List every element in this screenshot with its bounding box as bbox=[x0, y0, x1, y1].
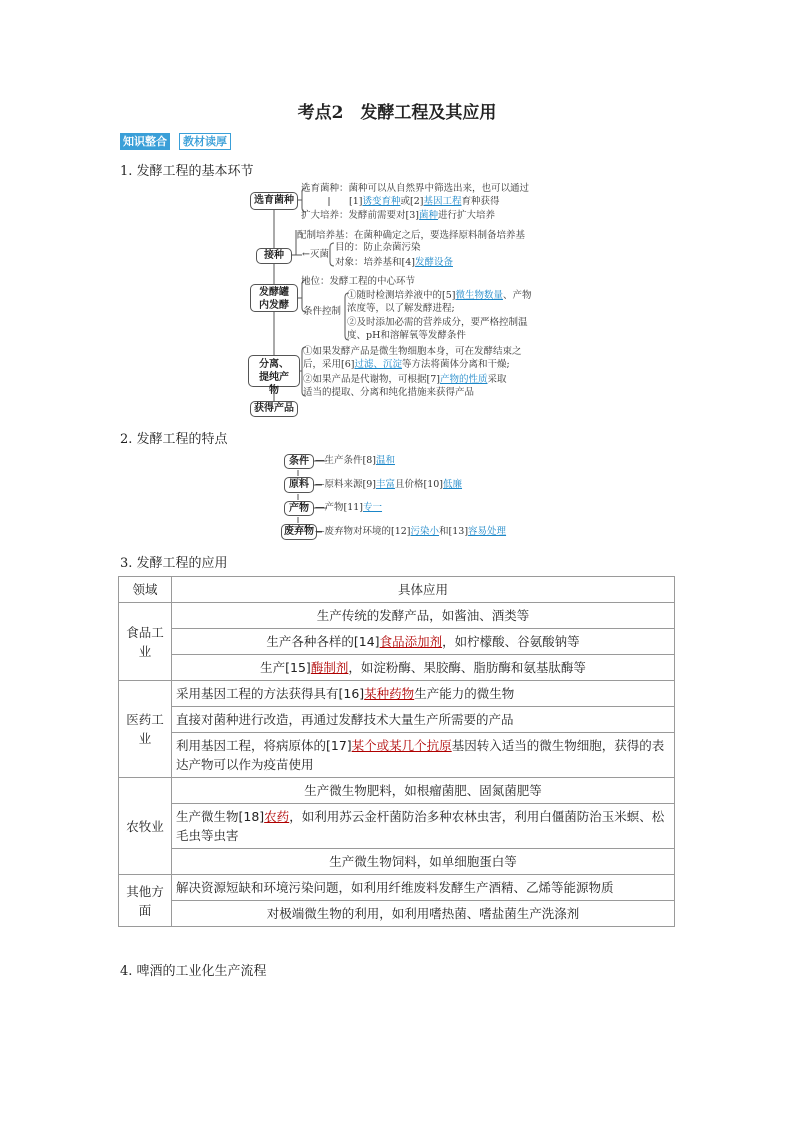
box-product-2: 产物 bbox=[284, 501, 314, 516]
answer-1: 诱变育种 bbox=[362, 196, 401, 207]
answer-14: 食品添加剂 bbox=[379, 634, 443, 649]
table-row bbox=[119, 733, 675, 778]
answer-17: 某个或某几个抗原 bbox=[351, 738, 452, 753]
answer-9: 丰富 bbox=[375, 479, 395, 490]
table-row bbox=[119, 875, 675, 901]
fermentation-line-1: 地位：发酵工程的中心环节 bbox=[301, 276, 416, 287]
fermentation-control: 条件控制 bbox=[303, 306, 342, 317]
medicine-row-3: 利用基因工程，将病原体的[17]某个或某几个抗原基因转入适当的微生物细胞，获得的表达产物可以作为疫苗使用 bbox=[172, 733, 675, 778]
answer-3: 菌种 bbox=[418, 210, 438, 221]
field-food: 食品工业 bbox=[119, 603, 172, 681]
agri-row-2: 生产微生物[18]农药，如利用苏云金杆菌防治多种农林虫害，利用白僵菌防治玉米螟、松毛虫等虫害 bbox=[172, 804, 675, 849]
header-field: 领域 bbox=[119, 577, 172, 603]
applications-table bbox=[118, 576, 675, 927]
answer-5: 微生物数量 bbox=[455, 290, 503, 301]
feature-material: —原料来源[9]丰富且价格[10]低廉 bbox=[315, 479, 463, 490]
table-row bbox=[119, 849, 675, 875]
table-row bbox=[119, 901, 675, 927]
answer-4: 发酵设备 bbox=[414, 257, 453, 268]
selection-line-2: [1]诱变育种或[2]基因工程育种获得 bbox=[349, 196, 500, 207]
box-separation: 分离、提纯产物 bbox=[248, 355, 300, 387]
answer-8: 温和 bbox=[375, 455, 395, 466]
inoculation-line-1: 配制培养基：在菌种确定之后，要选择原料制备培养基 bbox=[297, 230, 526, 241]
food-row-1: 生产传统的发酵产品，如酱油、酒类等 bbox=[172, 603, 675, 629]
box-fermentation: 发酵罐内发酵 bbox=[250, 284, 298, 312]
selection-line-3: 扩大培养：发酵前需要对[3]菌种进行扩大培养 bbox=[301, 210, 495, 221]
answer-11: 专一 bbox=[363, 502, 383, 513]
food-row-3: 生产[15]酶制剂，如淀粉酶、果胶酶、脂肪酶和氨基肽酶等 bbox=[172, 655, 675, 681]
fermentation-line-3: 浓度等，以了解发酵进程; bbox=[347, 303, 455, 314]
inoculation-sterilize: ←灭菌 bbox=[302, 249, 329, 260]
table-row bbox=[119, 778, 675, 804]
box-inoculation: 接种 bbox=[256, 248, 292, 264]
food-row-2: 生产各种各样的[14]食品添加剂，如柠檬酸、谷氨酸钠等 bbox=[172, 629, 675, 655]
separation-line-1: ①如果发酵产品是微生物细胞本身，可在发酵结束之 bbox=[303, 346, 522, 357]
selection-line-1: 选育菌种：菌种可以从自然界中筛选出来，也可以通过 bbox=[301, 183, 530, 194]
table-row bbox=[119, 707, 675, 733]
fermentation-line-5: 度、pH和溶解氧等发酵条件 bbox=[347, 330, 466, 341]
inoculation-line-3: 对象：培养基和[4]发酵设备 bbox=[335, 257, 453, 268]
other-row-2: 对极端微生物的利用，如利用嗜热菌、嗜盐菌生产洗涤剂 bbox=[172, 901, 675, 927]
answer-10: 低廉 bbox=[443, 479, 463, 490]
answer-15: 酶制剂 bbox=[310, 660, 349, 675]
table-row bbox=[119, 655, 675, 681]
feature-product: —产物[11]专一 bbox=[315, 502, 383, 513]
section-heading-1: 1. 发酵工程的基本环节 bbox=[120, 164, 254, 179]
section-heading-2: 2. 发酵工程的特点 bbox=[120, 432, 228, 447]
table-row bbox=[119, 603, 675, 629]
agri-row-3: 生产微生物饲料，如单细胞蛋白等 bbox=[172, 849, 675, 875]
table-row bbox=[119, 681, 675, 707]
answer-12: 污染小 bbox=[410, 526, 440, 537]
separation-line-2: 后，采用[6]过滤、沉淀等方法将菌体分离和干燥; bbox=[303, 359, 510, 370]
answer-6: 过滤、沉淀 bbox=[354, 359, 402, 370]
header-application: 具体应用 bbox=[172, 577, 675, 603]
medicine-row-2: 直接对菌种进行改造，再通过发酵技术大量生产所需要的产品 bbox=[172, 707, 675, 733]
tag-knowledge: 知识整合 bbox=[120, 133, 170, 150]
box-waste: 废弃物 bbox=[281, 524, 317, 540]
page-title: 考点2 发酵工程及其应用 bbox=[297, 103, 497, 123]
field-agriculture: 农牧业 bbox=[119, 778, 172, 875]
inoculation-line-2: 目的：防止杂菌污染 bbox=[335, 242, 421, 253]
other-row-1: 解决资源短缺和环境污染问题，如利用纤维废料发酵生产酒精、乙烯等能源物质 bbox=[172, 875, 675, 901]
box-condition: 条件 bbox=[284, 454, 314, 469]
separation-line-3: ②如果产品是代谢物，可根据[7]产物的性质采取 bbox=[303, 374, 507, 385]
field-other: 其他方面 bbox=[119, 875, 172, 927]
fermentation-line-2: ①随时检测培养液中的[5]微生物数量、产物 bbox=[347, 290, 532, 301]
field-medicine: 医药工业 bbox=[119, 681, 172, 778]
answer-2: 基因工程 bbox=[423, 196, 462, 207]
separation-line-4: 适当的提取、分离和纯化措施来获得产品 bbox=[303, 387, 475, 398]
answer-18: 农药 bbox=[264, 809, 290, 824]
section-heading-3: 3. 发酵工程的应用 bbox=[120, 556, 228, 571]
table-header-row bbox=[119, 577, 675, 603]
fermentation-line-4: ②及时添加必需的营养成分，要严格控制温 bbox=[347, 317, 528, 328]
box-select-strain: 选育菌种 bbox=[250, 192, 298, 210]
answer-16: 某种药物 bbox=[364, 686, 415, 701]
agri-row-1: 生产微生物肥料，如根瘤菌肥、固氮菌肥等 bbox=[172, 778, 675, 804]
answer-7: 产物的性质 bbox=[439, 374, 488, 385]
table-row bbox=[119, 804, 675, 849]
box-product: 获得产品 bbox=[250, 401, 298, 417]
box-material: 原料 bbox=[284, 477, 314, 493]
table-row bbox=[119, 629, 675, 655]
section-heading-4: 4. 啤酒的工业化生产流程 bbox=[120, 964, 267, 979]
feature-waste: —废弃物对环境的[12]污染小和[13]容易处理 bbox=[315, 526, 507, 537]
medicine-row-1: 采用基因工程的方法获得具有[16]某种药物生产能力的微生物 bbox=[172, 681, 675, 707]
answer-13: 容易处理 bbox=[468, 526, 507, 537]
feature-condition: —生产条件[8]温和 bbox=[315, 455, 395, 466]
tag-textbook: 教材读厚 bbox=[179, 133, 231, 150]
